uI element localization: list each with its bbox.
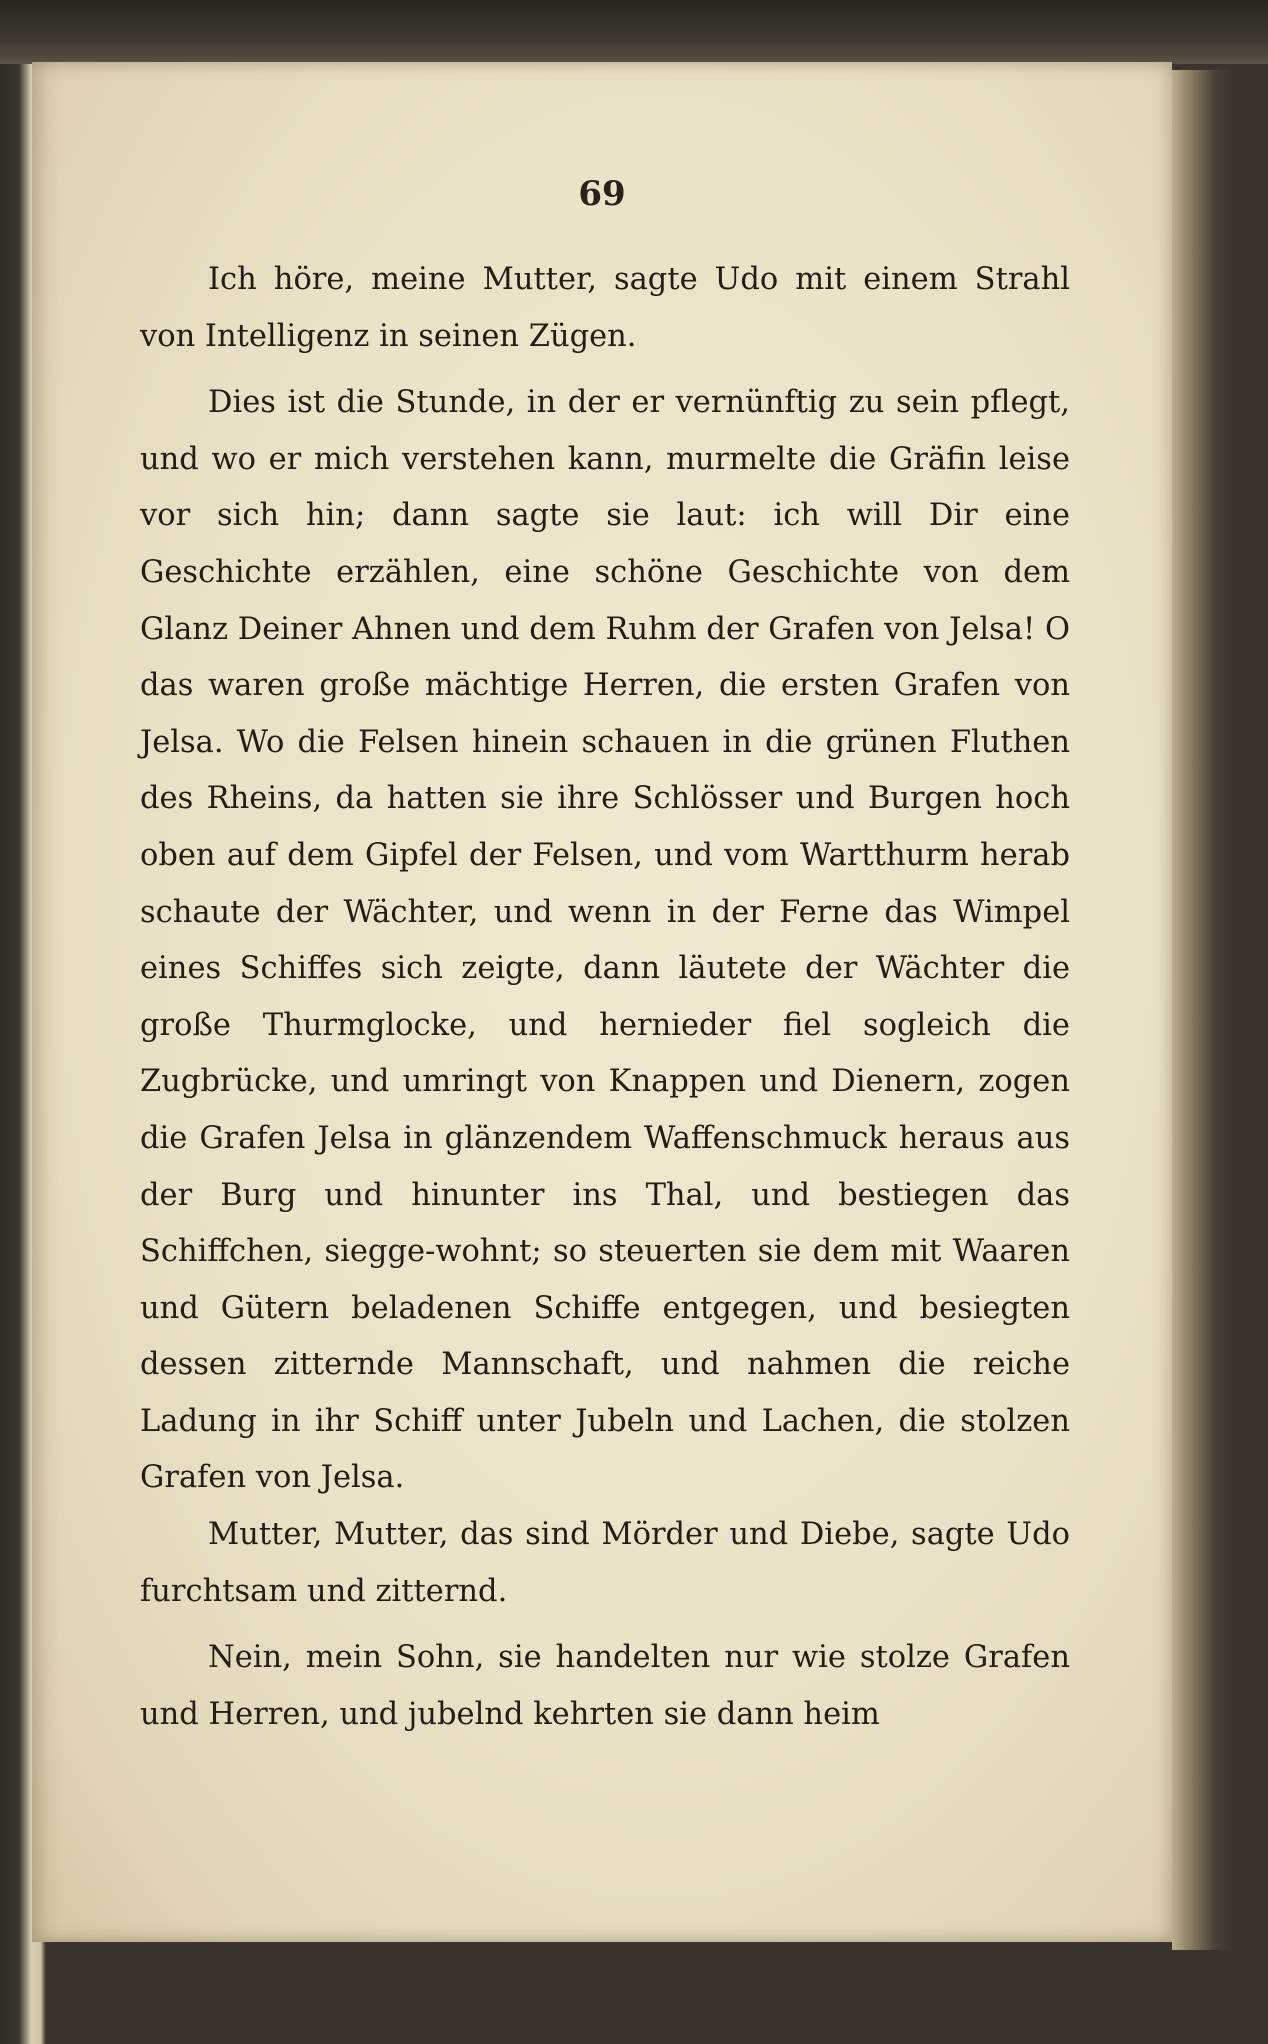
paragraph-4: Nein, mein Sohn, sie handelten nur wie stolze Grafen und Herren, und jubelnd kehrten sie dann heim [140,1640,1070,1732]
book-top-edge [0,0,1268,64]
paragraph-1: Ich höre, meine Mutter, sagte Udo mit einem Strahl von Intelligenz in seinen Zügen. [140,262,1070,354]
page-edge [1172,70,1232,1950]
body-text [140,252,1070,1743]
book-page [32,62,1172,1942]
paragraph-3: Mutter, Mutter, das sind Mörder und Diebe, sagte Udo furchtsam und zitternd. [140,1517,1070,1609]
paragraph-2: Dies ist die Stunde, in der er vernünftig zu sein pflegt, und wo er mich verstehen kann, murmelte die Gräfin leise vor sich hin; dann sagte sie laut: ich will Dir eine Geschichte erzählen, eine schöne Geschichte von dem Glanz Deiner Ahnen und dem Ruhm der Grafen von Jelsa! O das waren große mächtige Herren, die ersten Grafen von Jelsa. Wo die Felsen hinein schauen in die grünen Fluthen des Rheins, da hatten sie ihre Schlösser und Burgen hoch oben auf dem Gipfel der Felsen, und vom Wartthurm herab schaute der Wächter, und wenn in der Ferne das Wimpel eines Schiffes sich zeigte, dann läutete der Wächter die große Thurmglocke, und hernieder fiel sogleich die Zugbrücke, und umringt von Knappen und Dienern, zogen die Grafen Jelsa in glänzendem Waffenschmuck heraus aus der Burg und hinunter ins Thal, und bestiegen das Schiffchen, siegge-wohnt; so steuerten sie dem mit Waaren und Gütern beladenen Schiffe entgegen, und besiegten dessen zitternde Mannschaft, und nahmen die reiche Ladung in ihr Schiff unter Jubeln und Lachen, die stolzen Grafen von Jelsa. [140,385,1070,1496]
page-number: 69 [578,174,626,214]
